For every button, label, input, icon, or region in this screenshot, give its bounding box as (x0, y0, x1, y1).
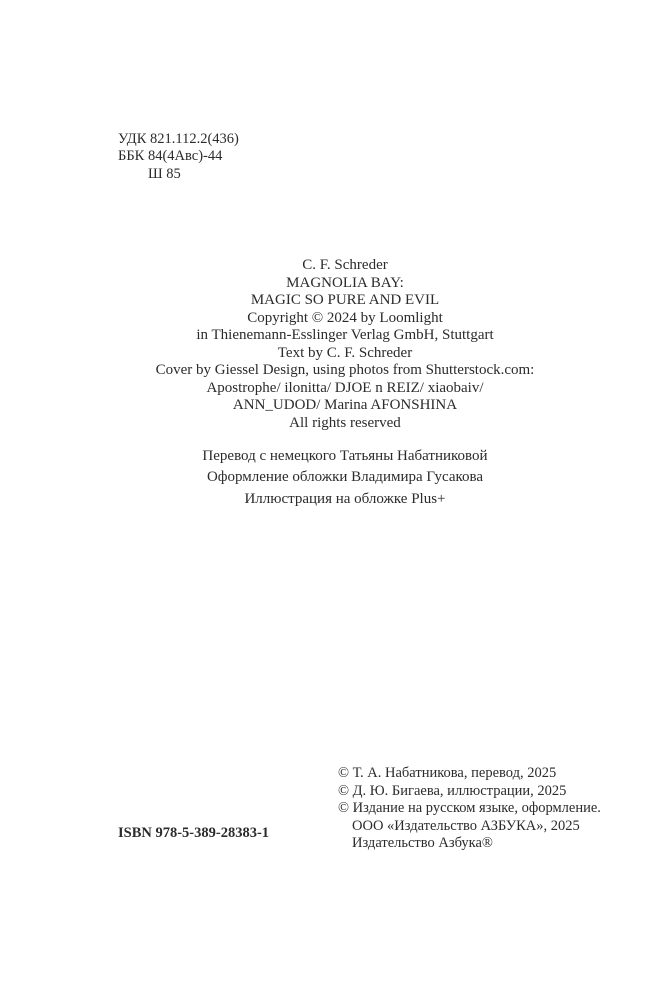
copyright-line: © Т. А. Набатникова, перевод, 2025 (338, 765, 557, 781)
imprint-line: C. F. Schreder (302, 257, 388, 273)
imprint-line: Cover by Giessel Design, using photos from Shutterstock.com: (155, 362, 535, 378)
publisher-copyright-block (338, 765, 601, 853)
copyright-line: ООО «Издательство АЗБУКА», 2025 (352, 817, 580, 834)
credit-line: Иллюстрация на обложке Plus+ (244, 490, 446, 507)
english-imprint-block (120, 257, 570, 432)
translation-credits-block (120, 446, 570, 510)
credit-line: Оформление обложки Владимира Гусакова (206, 469, 484, 486)
imprint-line: MAGIC SO PURE AND EVIL (250, 292, 440, 308)
imprint-line: All rights reserved (289, 414, 401, 431)
copyright-line: © Издание на русском языке, оформление. (338, 800, 601, 817)
imprint-line: MAGNOLIA BAY: (286, 274, 404, 291)
author-sign-line: Ш 85 (148, 165, 181, 182)
copyright-line: Издательство Азбука® (352, 835, 493, 852)
udk-line: УДК 821.112.2(436) (118, 131, 239, 147)
imprint-line: Copyright © 2024 by Loomlight (247, 309, 443, 326)
imprint-line: in Thienemann-Esslinger Verlag GmbH, Stuttgart (196, 327, 494, 343)
isbn-number: ISBN 978-5-389-28383-1 (118, 825, 270, 841)
imprint-line: Apostrophe/ ilonitta/ DJOE n REIZ/ xiaobaiv/ (206, 379, 484, 396)
credit-line: Перевод с немецкого Татьяны Набатниковой (202, 448, 488, 464)
bbk-line: ББК 84(4Авс)-44 (118, 148, 223, 165)
imprint-line: ANN_UDOD/ Marina AFONSHINA (232, 397, 458, 413)
copyright-line: © Д. Ю. Бигаева, иллюстрации, 2025 (338, 782, 567, 799)
imprint-line: Text by C. F. Schreder (277, 344, 413, 361)
classification-block (118, 131, 239, 183)
